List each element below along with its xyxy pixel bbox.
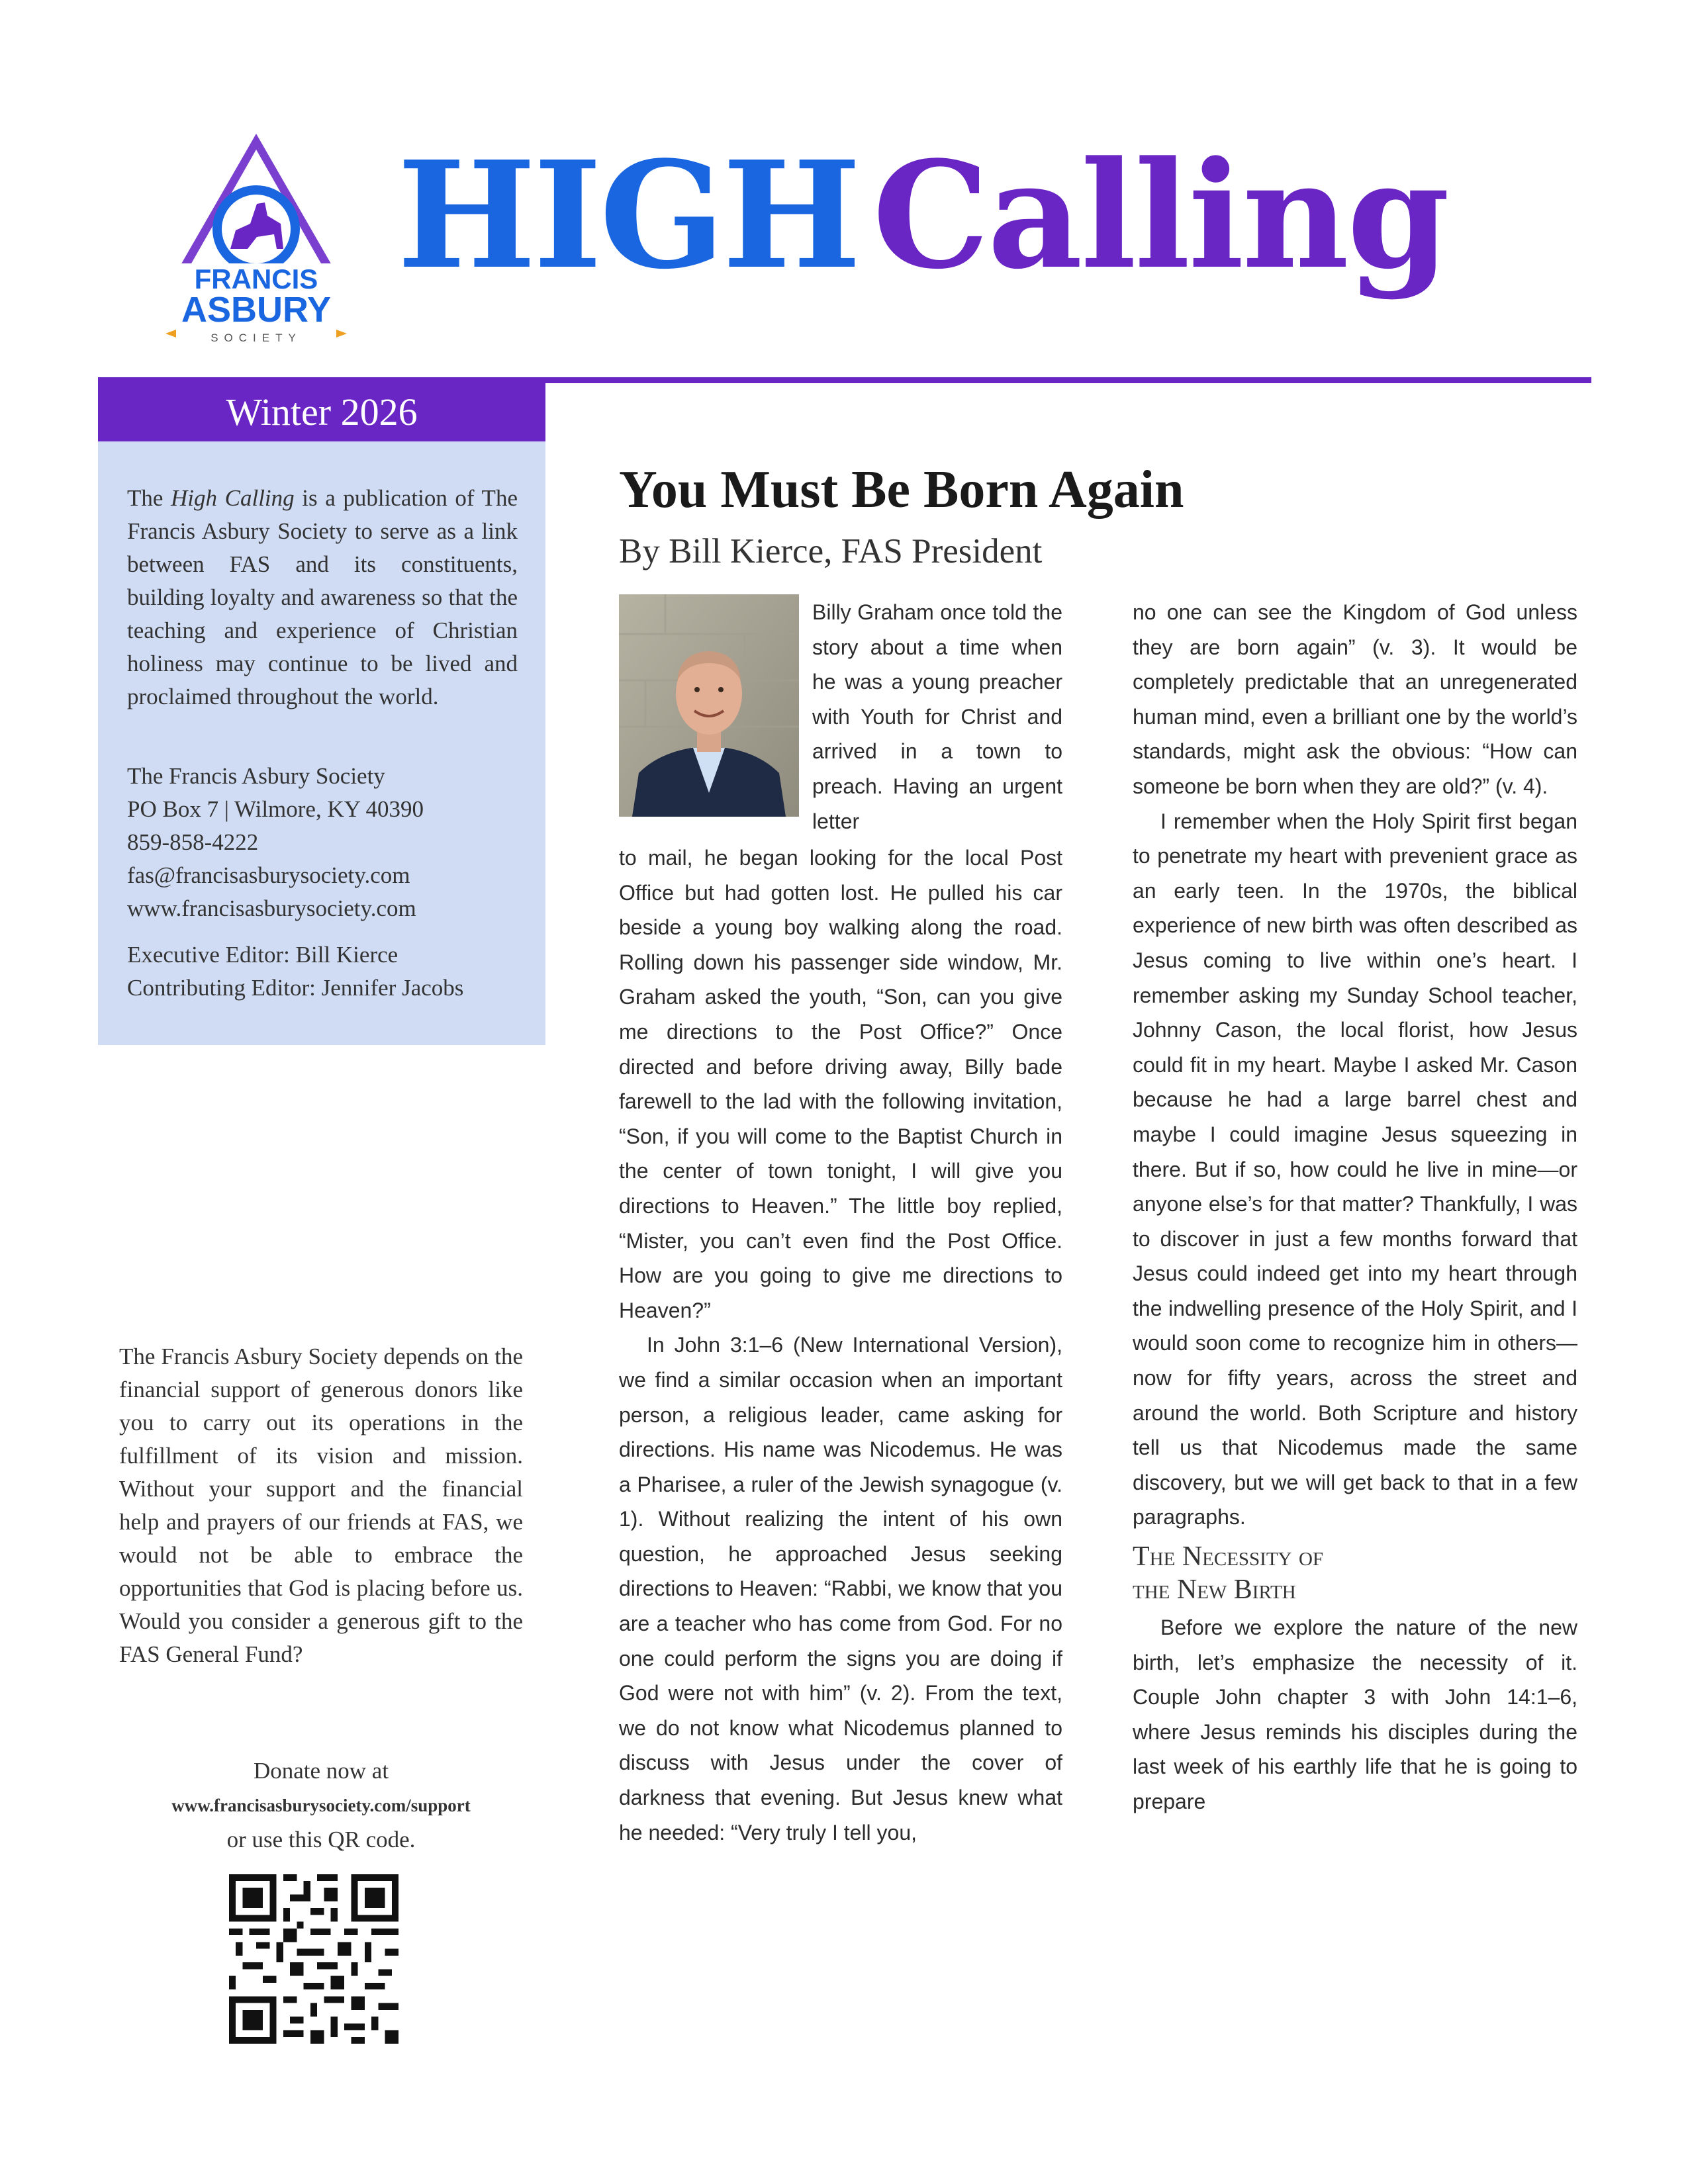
- article-paragraph: Billy Graham once told the story about a time when he was a young preacher with Youth for Christ and arrived in a town to preach. Having an urgent letter: [812, 600, 1062, 833]
- article-paragraph: I remember when the Holy Spirit first began to penetrate my heart with prevenient grace as an early teen. In the 1970s, the biblical experience of new birth was often described as Jesus coming to live within one’s heart. I remember asking my Sunday School teacher, Johnny Cason, the local florist, how Jesus could fit in my heart. Maybe I asked Mr. Cason because he had a large barrel chest and maybe I could imagine Jesus squeezing in there. But if so, how could he live in mine—or anyone else’s for that matter? Thankfully, I was to discover in just a few months forward that Jesus could indeed get into my heart through the indwelling presence of the Holy Spirit, and I would soon come to recognize him in others—now for fifty years, across the street and around the world. Both Scripture and history tell us that Nicodemus made the same discovery, but we will get back to that in a few paragraphs.: [1133, 809, 1577, 1529]
- donate-callout: [106, 1754, 536, 1857]
- francis-asbury-society-logo: [151, 131, 361, 349]
- email-link[interactable]: fas@francisasburysociety.com: [127, 862, 410, 888]
- publication-description: The High Calling is a publication of The Francis Asbury Society to serve as a link between FAS and its constituents, building loyalty and awareness so that the teaching and experience of Christian holiness may continue to be lived and proclaimed throughout the world.: [127, 485, 518, 709]
- article-paragraph: Before we explore the nature of the new birth, let’s emphasize the necessity of it. Couple John chapter 3 with John 14:1–6, where Jesus reminds his disciples during the last week of his earthly life that he is going to prepare: [1133, 1615, 1577, 1813]
- contact-address: [127, 760, 518, 925]
- masthead-title-calling: Calling: [872, 130, 1448, 302]
- editors: [127, 938, 518, 1005]
- donate-qr-code[interactable]: [229, 1874, 399, 2044]
- article-paragraph: no one can see the Kingdom of God unless they are born again” (v. 3). It would be completely predictable that an unregenerated human mind, even a brilliant one by the world’s standards, might ask the obvious: “How can someone be born when they are old?” (v. 4).: [1133, 600, 1577, 798]
- contributing-editor: Contributing Editor: Jennifer Jacobs: [127, 975, 464, 1001]
- issue-date: Winter 2026: [98, 383, 545, 441]
- qr-prompt: or use this QR code.: [226, 1827, 416, 1852]
- article-column-1: [619, 841, 1062, 2025]
- donation-appeal: The Francis Asbury Society depends on the financial support of generous donors like you to carry out its operations in the fulfillment of its vision and mission. Without your support and the financial help and prayers of our friends at FAS, we would not be able to embrace the opportunities that God is placing before us. Would you consider a generous gift to the FAS General Fund?: [119, 1343, 523, 1667]
- article-subheading: The Necessity of the New Birth: [1133, 1541, 1324, 1606]
- donate-now-text: Donate now at: [253, 1758, 389, 1784]
- masthead-rule: [98, 377, 1591, 383]
- logo-text-asbury: ASBURY: [181, 290, 332, 330]
- org-name: The Francis Asbury Society: [127, 763, 385, 789]
- article-byline: By Bill Kierce, FAS President: [619, 532, 1043, 570]
- article-paragraph: In John 3:1–6 (New International Version), we find a similar occasion when an important person, a religious leader, came asking for directions. His name was Nicodemus. He was a Pharisee, a ruler of the Jewish synagogue (v. 1). Without realizing the intent of his own question, he approached Jesus seeking directions to Heaven: “Rabbi, we know that you are a teacher who has come from God. For no one could perform the signs you are doing if God were not with him” (v. 2). From the text, we do not know what Nicodemus planned to discuss with Jesus under the cover of darkness that evening. But Jesus knew what he needed: “Very truly I tell you,: [619, 1333, 1062, 1844]
- po-box: PO Box 7 | Wilmore, KY 40390: [127, 796, 424, 822]
- article-title: You Must Be Born Again: [619, 461, 1184, 519]
- donate-url-link[interactable]: www.francisasburysociety.com/support: [171, 1796, 471, 1815]
- phone: 859-858-4222: [127, 829, 259, 855]
- article-column-1-top: [812, 595, 1062, 839]
- article-column-2: [1133, 595, 1577, 2051]
- executive-editor: Executive Editor: Bill Kierce: [127, 942, 399, 968]
- logo-text-francis: FRANCIS: [194, 263, 318, 295]
- masthead-title-high: HIGH: [397, 130, 859, 302]
- author-photo: [619, 594, 799, 817]
- website-link[interactable]: www.francisasburysociety.com: [127, 895, 416, 921]
- logo-text-society: SOCIETY: [211, 332, 302, 344]
- article-paragraph: to mail, he began looking for the local Post Office but had gotten lost. He pulled his car beside a young boy walking along the road. Rolling down his passenger side window, Mr. Graham asked the youth, “Son, can you give me directions to the Post Office?” Once directed and before driving away, Billy bade farewell to the lad with the following invitation, “Son, if you will come to the Baptist Church in the center of town tonight, I will give you directions to Heaven.” The little boy replied, “Mister, you can’t even find the Post Office. How are you going to give me directions to Heaven?”: [619, 846, 1062, 1322]
